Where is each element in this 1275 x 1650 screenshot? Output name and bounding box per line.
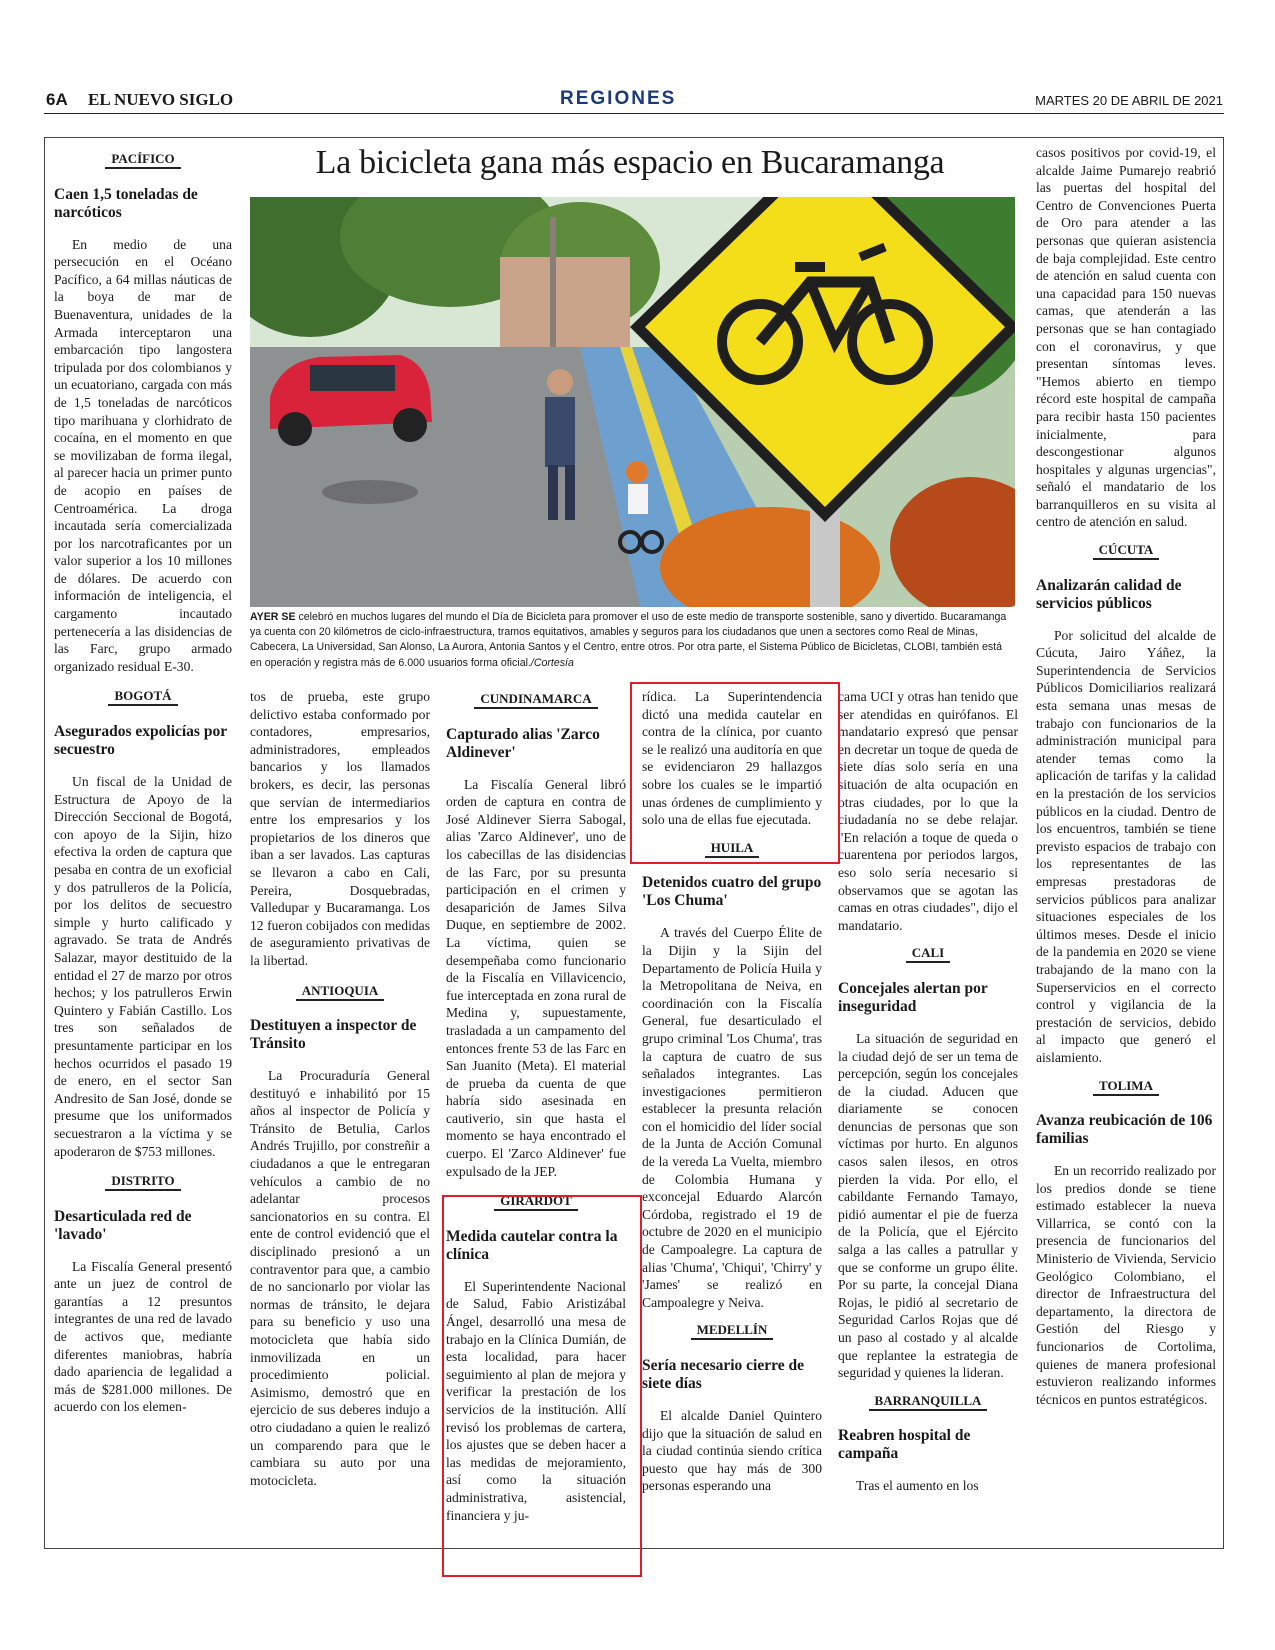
- column-2: [250, 688, 430, 1489]
- article-body: El alcalde Daniel Quintero dijo que la situación de salud en la ciudad continúa siendo crítica puesto que hay más de 300 personas esperando una: [642, 1408, 822, 1494]
- bicycle-photo: [250, 197, 1015, 607]
- photo-caption: [250, 610, 1015, 671]
- headline: Desarticulada red de 'lavado': [54, 1207, 192, 1243]
- headline: Destituyen a inspector de Tránsito: [250, 1017, 417, 1053]
- highlight-box-top: [630, 682, 840, 864]
- newspaper-name: EL NUEVO SIGLO: [88, 90, 234, 109]
- headline: Detenidos cuatro del grupo 'Los Chuma': [642, 874, 822, 910]
- issue-date: MARTES 20 DE ABRIL DE 2021: [1035, 93, 1223, 108]
- section-tag: GIRARDOT: [446, 1192, 626, 1210]
- section-tag: MEDELLÍN: [642, 1321, 822, 1339]
- article-body: El Superintendente Nacional de Salud, Fabio Aristizábal Ángel, desarrolló una mesa de trabajo en la Clínica Dumián, de esta localidad, para hacer seguimiento al plan de mejora y verificar la prestación de los servicios de la institución. Allí revisó los problemas de cartera, los ajustes que se deben hacer a las medidas de mejoramiento, así como la situación administrativa, asistencial, financiera y ju-: [446, 1278, 626, 1523]
- page-number: 6A: [46, 90, 68, 109]
- headline: Avanza reubicación de 106 familias: [1036, 1112, 1213, 1148]
- caption-text: celebró en muchos lugares del mundo el Día de Bicicleta para promover el uso de este medio de transporte sostenible, sano y divertido. Bucaramanga ya cuenta con 20 kilómetros de ciclo-infraestructura, tramos equitativos, amables y seguros para los ciudadanos que unen a sectores como Real de Minas, Cabecera, La Universidad, San Alonso, La Aurora, Antonia Santos y el Centro, entre otros. Por otra parte, el Sistema Público de Bicicletas, CLOBI, también está en operación y registra más de 6.000 usuarios forma oficial.: [250, 611, 1007, 669]
- headline: Analizarán calidad de servicios públicos: [1036, 576, 1182, 612]
- column-6: [1036, 144, 1216, 1408]
- section-tag: BARRANQUILLA: [838, 1392, 1018, 1410]
- section-tag: TOLIMA: [1036, 1077, 1216, 1095]
- headline: Caen 1,5 toneladas de narcóticos: [54, 185, 198, 221]
- article-body: cama UCI y otras han tenido que ser atendidas en quirófanos. El mandatario expresó que pensar en decretar un toque de queda de siete días solo sería en una situación de alta ocupación en otras ciudades, por lo que la ciudadanía no se debe relajar. "En relación a toque de queda o cuarentena por periodos largos, eso solo sería necesario si observamos que se agotan las camas en otras ciudades", dijo el mandatario.: [838, 689, 1018, 933]
- article-body: La Fiscalía General libró orden de captura en contra de José Aldinever Sierra Sabogal, alias 'Zarco Aldinever', uno de los cabecillas de las disidencias de las Farc, por su presunta participación en el crimen y desaparición de James Silva Duque, en septiembre de 2002. La víctima, quien se desempeñaba como funcionario de la Fiscalía en Villavicencio, fue interceptada en zona rural de Medina y, supuestamente, trasladada a un campamento del entonces frente 53 de las Farc en San Juanito (Meta). El material de prueba da cuenta de que habría sido asesinada en cautiverio, sin que hasta el momento se haya encontrado el cuerpo. El 'Zarco Aldinever' fue expulsado de la JEP.: [446, 776, 626, 1179]
- article-body: La Procuraduría General destituyó e inhabilitó por 15 años al inspector de Policía y Tránsito de Betulia, Carlos Andrés Trujillo, por constreñir a ciudadanos a que le entregaran vehículos a cambio de no adelantar procesos sancionatorios en su contra. El ente de control evidenció que el disciplinado presionó a un contraventor para que, a cambio de no sancionarlo por violar las normas de tránsito, le dejara para su beneficio y uso una motocicleta que había sido inmovilizada en un procedimiento policial. Asimismo, demostró que en ejercicio de sus deberes indujo a otro ciudadano a quien le realizó un comparendo para que le cambiara su auto por una motocicleta.: [250, 1068, 430, 1488]
- section-tag: CÚCUTA: [1036, 541, 1216, 559]
- caption-lead: AYER SE: [250, 611, 296, 623]
- article-body: En medio de una persecución en el Océano Pacífico, a 64 millas náuticas de la boya de mar de Buenaventura, unidades de la Armada interceptaron una embarcación tipo langostera tripulada por dos colombianos y un ecuatoriano, cargada con más de 1,5 toneladas de narcóticos tipo marihuana y clorhidrato de cocaína, en el momento en que se movilizaban de forma ilegal, al parecer hacia un primer punto de acopio en países de Centroamérica. La droga incautada sería comercializada por los narcotraficantes por un valor superior a los 10 millones de dólares. De acuerdo con información de inteligencia, el cargamento incautado pertenecería a las disidencias de las Farc, grupo armado organizado residual E-30.: [54, 236, 232, 674]
- article-body: La situación de seguridad en la ciudad dejó de ser un tema de percepción, según los concejales de la ciudad. Aducen que diariamente se conocen denuncias de personas que son víctimas por hurto. En algunos casos salen ilesos, en otros pierden la vida. Por ello, el cabildante Fernando Tamayo, pidió aumentar el pie de fuerza de la Policía, que el Ejército salga a las calles a patrullar y que se conforme un grupo élite. Por su parte, la concejal Diana Rojas, le pidió al secretario de Seguridad Carlos Rojas que dé un paso al costado y al alcalde que replantee la estrategia de seguridad y quienes la lideran.: [838, 1030, 1018, 1381]
- headline: Sería necesario cierre de siete días: [642, 1357, 804, 1392]
- section-tag: CUNDINAMARCA: [446, 690, 626, 708]
- article-body: A través del Cuerpo Élite de la Dijin y la Sijin del Departamento de Policía Huila y la Metropolitana de Neiva, en coordinación con la Fiscalía General, fue desarticulado el grupo criminal 'Los Chuma', tras la captura de cuatro de sus señalados integrantes. Las investigaciones permitieron establecer la presunta relación con el homicidio del líder social de la Junta de Acción Comunal de la vereda La Vuelta, miembro de Colombia Humana y exconcejal Eduardo Alarcón Córdoba, registrado el 19 de octubre de 2020 en el municipio de Campoalegre. La captura de alias 'Chuma', 'Chiqui', 'Chirry' y 'James' se realizó en Campoalegre y Neiva.: [642, 925, 822, 1310]
- headline: Concejales alertan por inseguridad: [838, 979, 988, 1015]
- article-body: rídica. La Superintendencia dictó una medida cautelar en contra de la clínica, por cuanto se le realizó una auditoría en que se evidenciaron 29 hallazgos sobre los cuales se le impartió unas órdenes de cumplimiento y solo una de ellas fue ejecutada.: [642, 689, 822, 828]
- article-body: En un recorrido realizado por los predios donde se tiene estimado establecer la nueva Villarrica, se contó con la presencia de funcionarios del Ministerio de Vivienda, Servicio Geológico Colombiano, el director de Infraestructura del departamento, la directora de Gestión del Riesgo y funcionarios de Cortolima, quienes de manera profesional estuvieron realizando informes técnicos en puntos estratégicos.: [1036, 1163, 1216, 1407]
- column-1: [54, 144, 232, 1416]
- section-tag: CALI: [838, 944, 1018, 962]
- article-body: tos de prueba, este grupo delictivo estaba conformado por contadores, empresarios, administradores, empleados bancarios y los llamados brokers, es decir, las personas que servían de intermediarios entre los empresarios y los propietarios de los dineros que iban a ser lavados. Las capturas se llevaron a cabo en Cali, Pereira, Dosquebradas, Valledupar y Bucaramanga. Los 12 fueron cobijados con medidas de aseguramiento privativas de la libertad.: [250, 689, 430, 968]
- section-tag: BOGOTÁ: [54, 687, 232, 705]
- section-tag: PACÍFICO: [54, 150, 232, 168]
- caption-credit: /Cortesía: [530, 656, 574, 669]
- section-tag: ANTIOQUIA: [250, 982, 430, 1000]
- article-body: casos positivos por covid-19, el alcalde Jaime Pumarejo reabrió las puertas del hospital del Centro de Convenciones Puerta de Oro para atender a las personas que quieran asistencia de baja complejidad. Este centro de atención en salud cuenta con una capacidad para 150 nuevas camas, que atenderán a las personas que se han contagiado con el coronavirus, y que presentan síntomas leves. "Hemos abierto en tiempo récord este hospital de campaña para recibir hasta 150 pacientes inicialmente, para descongestionar algunos hospitales y algunas urgencias", señaló el mandatario de los barranquilleros en su visita al centro de atención en salud.: [1036, 145, 1216, 530]
- section-title: REGIONES: [560, 88, 677, 109]
- article-body: Tras el aumento en los: [856, 1478, 979, 1494]
- section-tag: DISTRITO: [54, 1172, 232, 1190]
- column-5: [838, 688, 1018, 1495]
- section-tag: HUILA: [642, 839, 822, 857]
- headline: Medida cautelar contra la clínica: [446, 1227, 618, 1263]
- headline: Asegurados expolicías por secuestro: [54, 723, 227, 759]
- main-headline: La bicicleta gana más espacio en Bucaramanga: [315, 144, 945, 181]
- article-body: La Fiscalía General presentó ante un juez de control de garantías a 12 presuntos integrantes de una red de lavado de activos que, mediante diferentes maniobras, habría dado apariencia de legalidad a más de $281.000 millones. De acuerdo con los elemen-: [54, 1258, 232, 1415]
- article-body: Un fiscal de la Unidad de Estructura de Apoyo de la Dirección Seccional de Bogotá, con apoyo de la Sijin, hizo efectiva la orden de captura que pesaba en contra de un exoficial y dos patrulleros de la Policía, por los delitos de secuestro simple y hurto calificado y agravado. Se trata de Andrés Salazar, mayor destituido de la entidad el 27 de marzo por otros hechos; y los patrulleros Erwin Quintero y Fabián Castillo. Los tres son señalados de presuntamente participar en los hechos ocurridos el pasado 19 de enero, en el sector San Andresito de San José, donde se presume que los uniformados secuestraron a la víctima y se apoderaron de $753 millones.: [54, 774, 232, 1159]
- headline: Reabren hospital de campaña: [838, 1427, 971, 1463]
- header-rule: [44, 113, 1224, 114]
- highlight-box-bottom: [442, 1195, 642, 1577]
- bicycle-sign-illustration: [250, 197, 1015, 607]
- headline: Capturado alias 'Zarco Aldinever': [446, 725, 600, 761]
- article-body: Por solicitud del alcalde de Cúcuta, Jairo Yáñez, la Superintendencia de Servicios Públicos Domiciliarios realizará esta semana unas mesas de trabajo con funcionarios de la administración municipal para atender temas como la aplicación de tarifas y la calidad en la prestación de los servicios públicos en la ciudad. Dentro de los encuentros, también se tiene previsto espacios de trabajo con los representantes de las empresas prestadoras de servicios públicos para analizar situaciones especiales de los últimos meses. Desde el inicio de la pandemia en 2020 se viene trabajando de la mano con la Superservicios en el correcto control y vigilancia de la prestación de servicios, debido al impacto que generó el aislamiento.: [1036, 627, 1216, 1065]
